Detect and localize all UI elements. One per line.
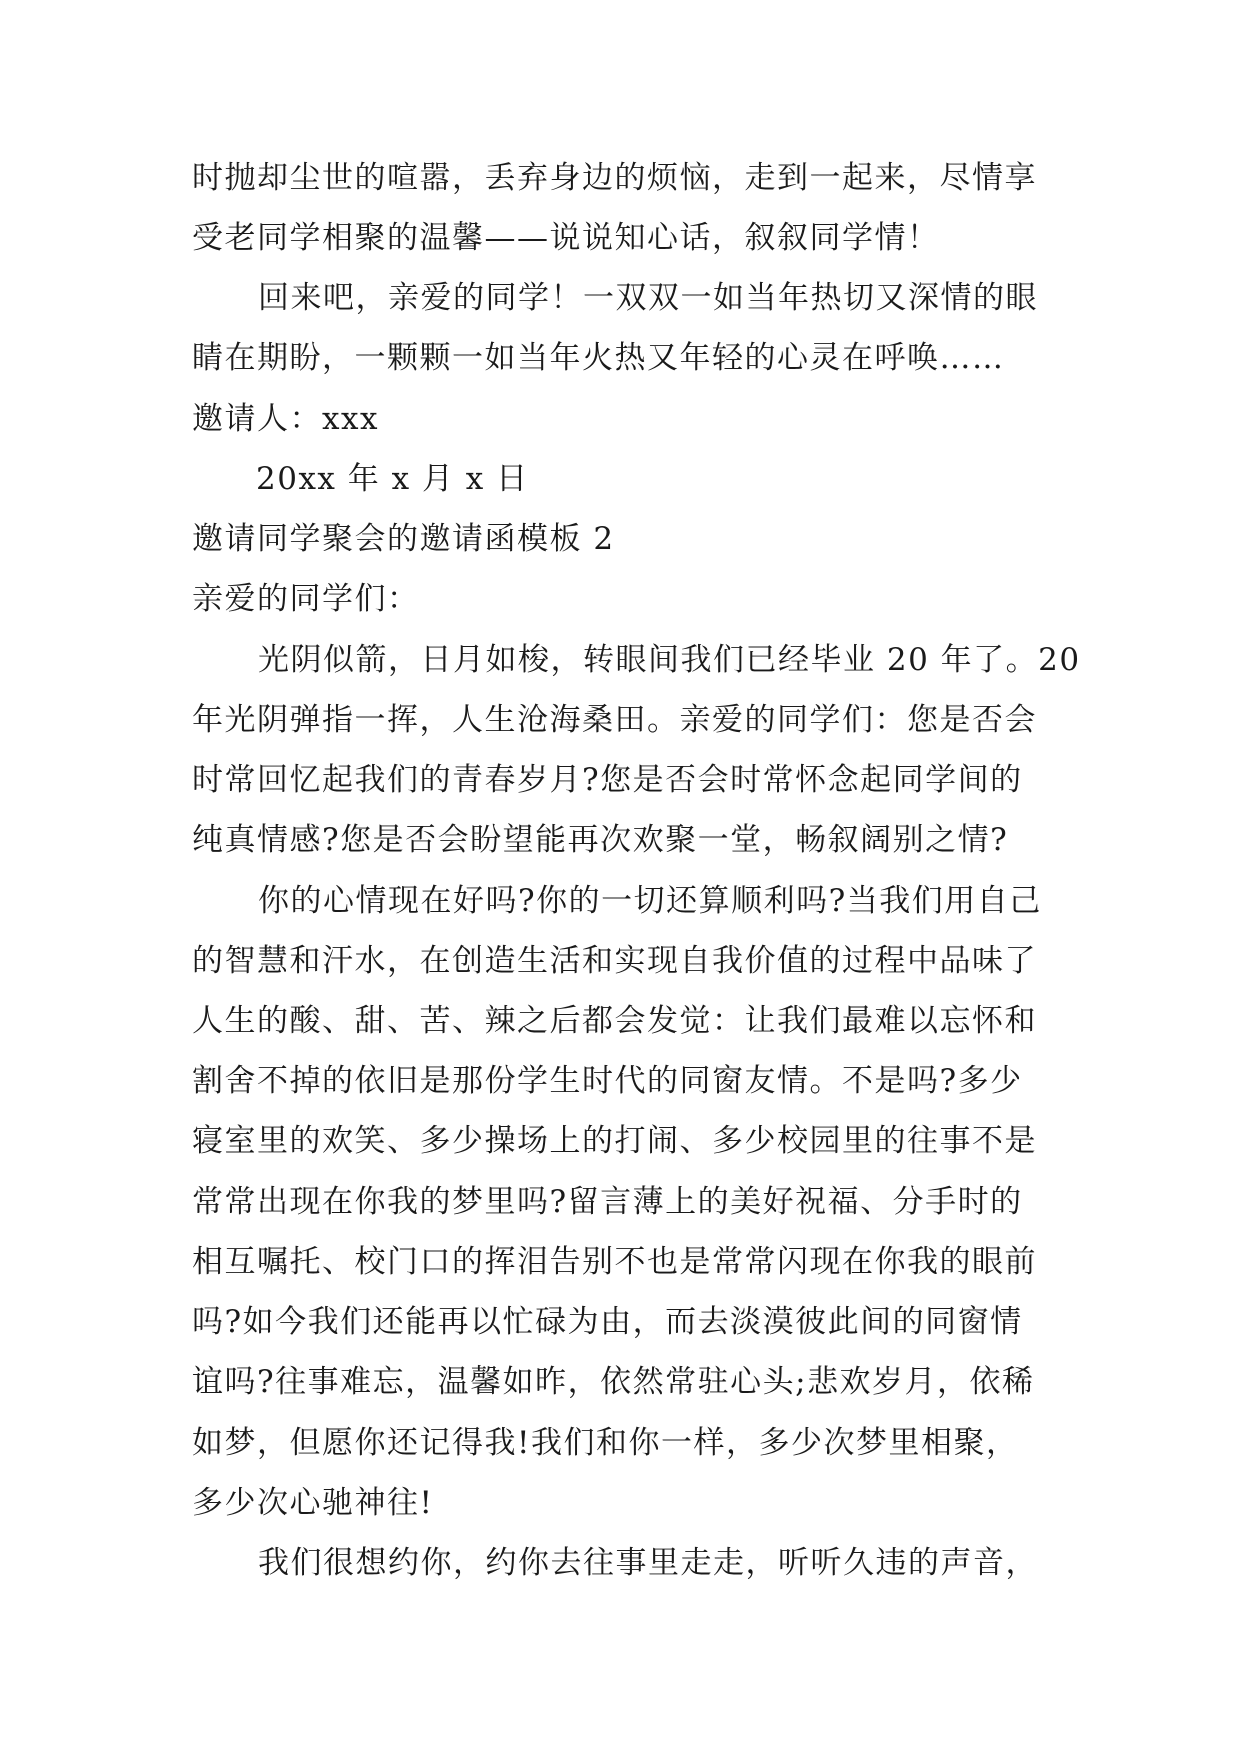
text-line: 光阴似箭，日月如梭，转眼间我们已经毕业 20 年了。20 <box>258 642 1081 678</box>
text-line: 寝室里的欢笑、多少操场上的打闹、多少校园里的往事不是 <box>192 1123 1037 1159</box>
text-line: 纯真情感?您是否会盼望能再次欢聚一堂，畅叙阔别之情? <box>192 822 1009 858</box>
section-title: 邀请同学聚会的邀请函模板 2 <box>192 521 615 557</box>
text-line: 谊吗?往事难忘，温馨如昨，依然常驻心头;悲欢岁月，依稀 <box>192 1364 1035 1400</box>
text-line: 常常出现在你我的梦里吗?留言薄上的美好祝福、分手时的 <box>192 1184 1023 1220</box>
text-line: 割舍不掉的依旧是那份学生时代的同窗友情。不是吗?多少 <box>192 1063 1023 1099</box>
text-line: 吗?如今我们还能再以忙碌为由，而去淡漠彼此间的同窗情 <box>192 1304 1023 1340</box>
text-line: 人生的酸、甜、苦、辣之后都会发觉：让我们最难以忘怀和 <box>192 1003 1037 1039</box>
text-line: 睛在期盼，一颗颗一如当年火热又年轻的心灵在呼唤…… <box>192 340 1005 376</box>
text-line: 年光阴弹指一挥，人生沧海桑田。亲爱的同学们：您是否会 <box>192 702 1037 738</box>
text-line: 时抛却尘世的喧嚣，丢弃身边的烦恼，走到一起来，尽情享 <box>192 160 1037 196</box>
text-line: 时常回忆起我们的青春岁月?您是否会时常怀念起同学间的 <box>192 762 1023 798</box>
inviter-line: 邀请人：xxx <box>192 401 379 437</box>
text-line: 你的心情现在好吗?你的一切还算顺利吗?当我们用自己 <box>258 883 1042 919</box>
text-line: 受老同学相聚的温馨——说说知心话，叙叙同学情！ <box>192 220 940 256</box>
date-line: 20xx 年 x 月 x 日 <box>256 461 529 497</box>
text-line: 相互嘱托、校门口的挥泪告别不也是常常闪现在你我的眼前 <box>192 1244 1037 1280</box>
text-line: 回来吧，亲爱的同学！一双双一如当年热切又深情的眼 <box>258 280 1038 316</box>
text-line: 如梦，但愿你还记得我!我们和你一样，多少次梦里相聚， <box>192 1425 1019 1461</box>
salutation: 亲爱的同学们： <box>192 581 420 617</box>
text-line: 多少次心驰神往! <box>192 1485 434 1521</box>
text-line: 我们很想约你，约你去往事里走走，听听久违的声音， <box>258 1545 1038 1581</box>
text-line: 的智慧和汗水，在创造生活和实现自我价值的过程中品味了 <box>192 943 1037 979</box>
